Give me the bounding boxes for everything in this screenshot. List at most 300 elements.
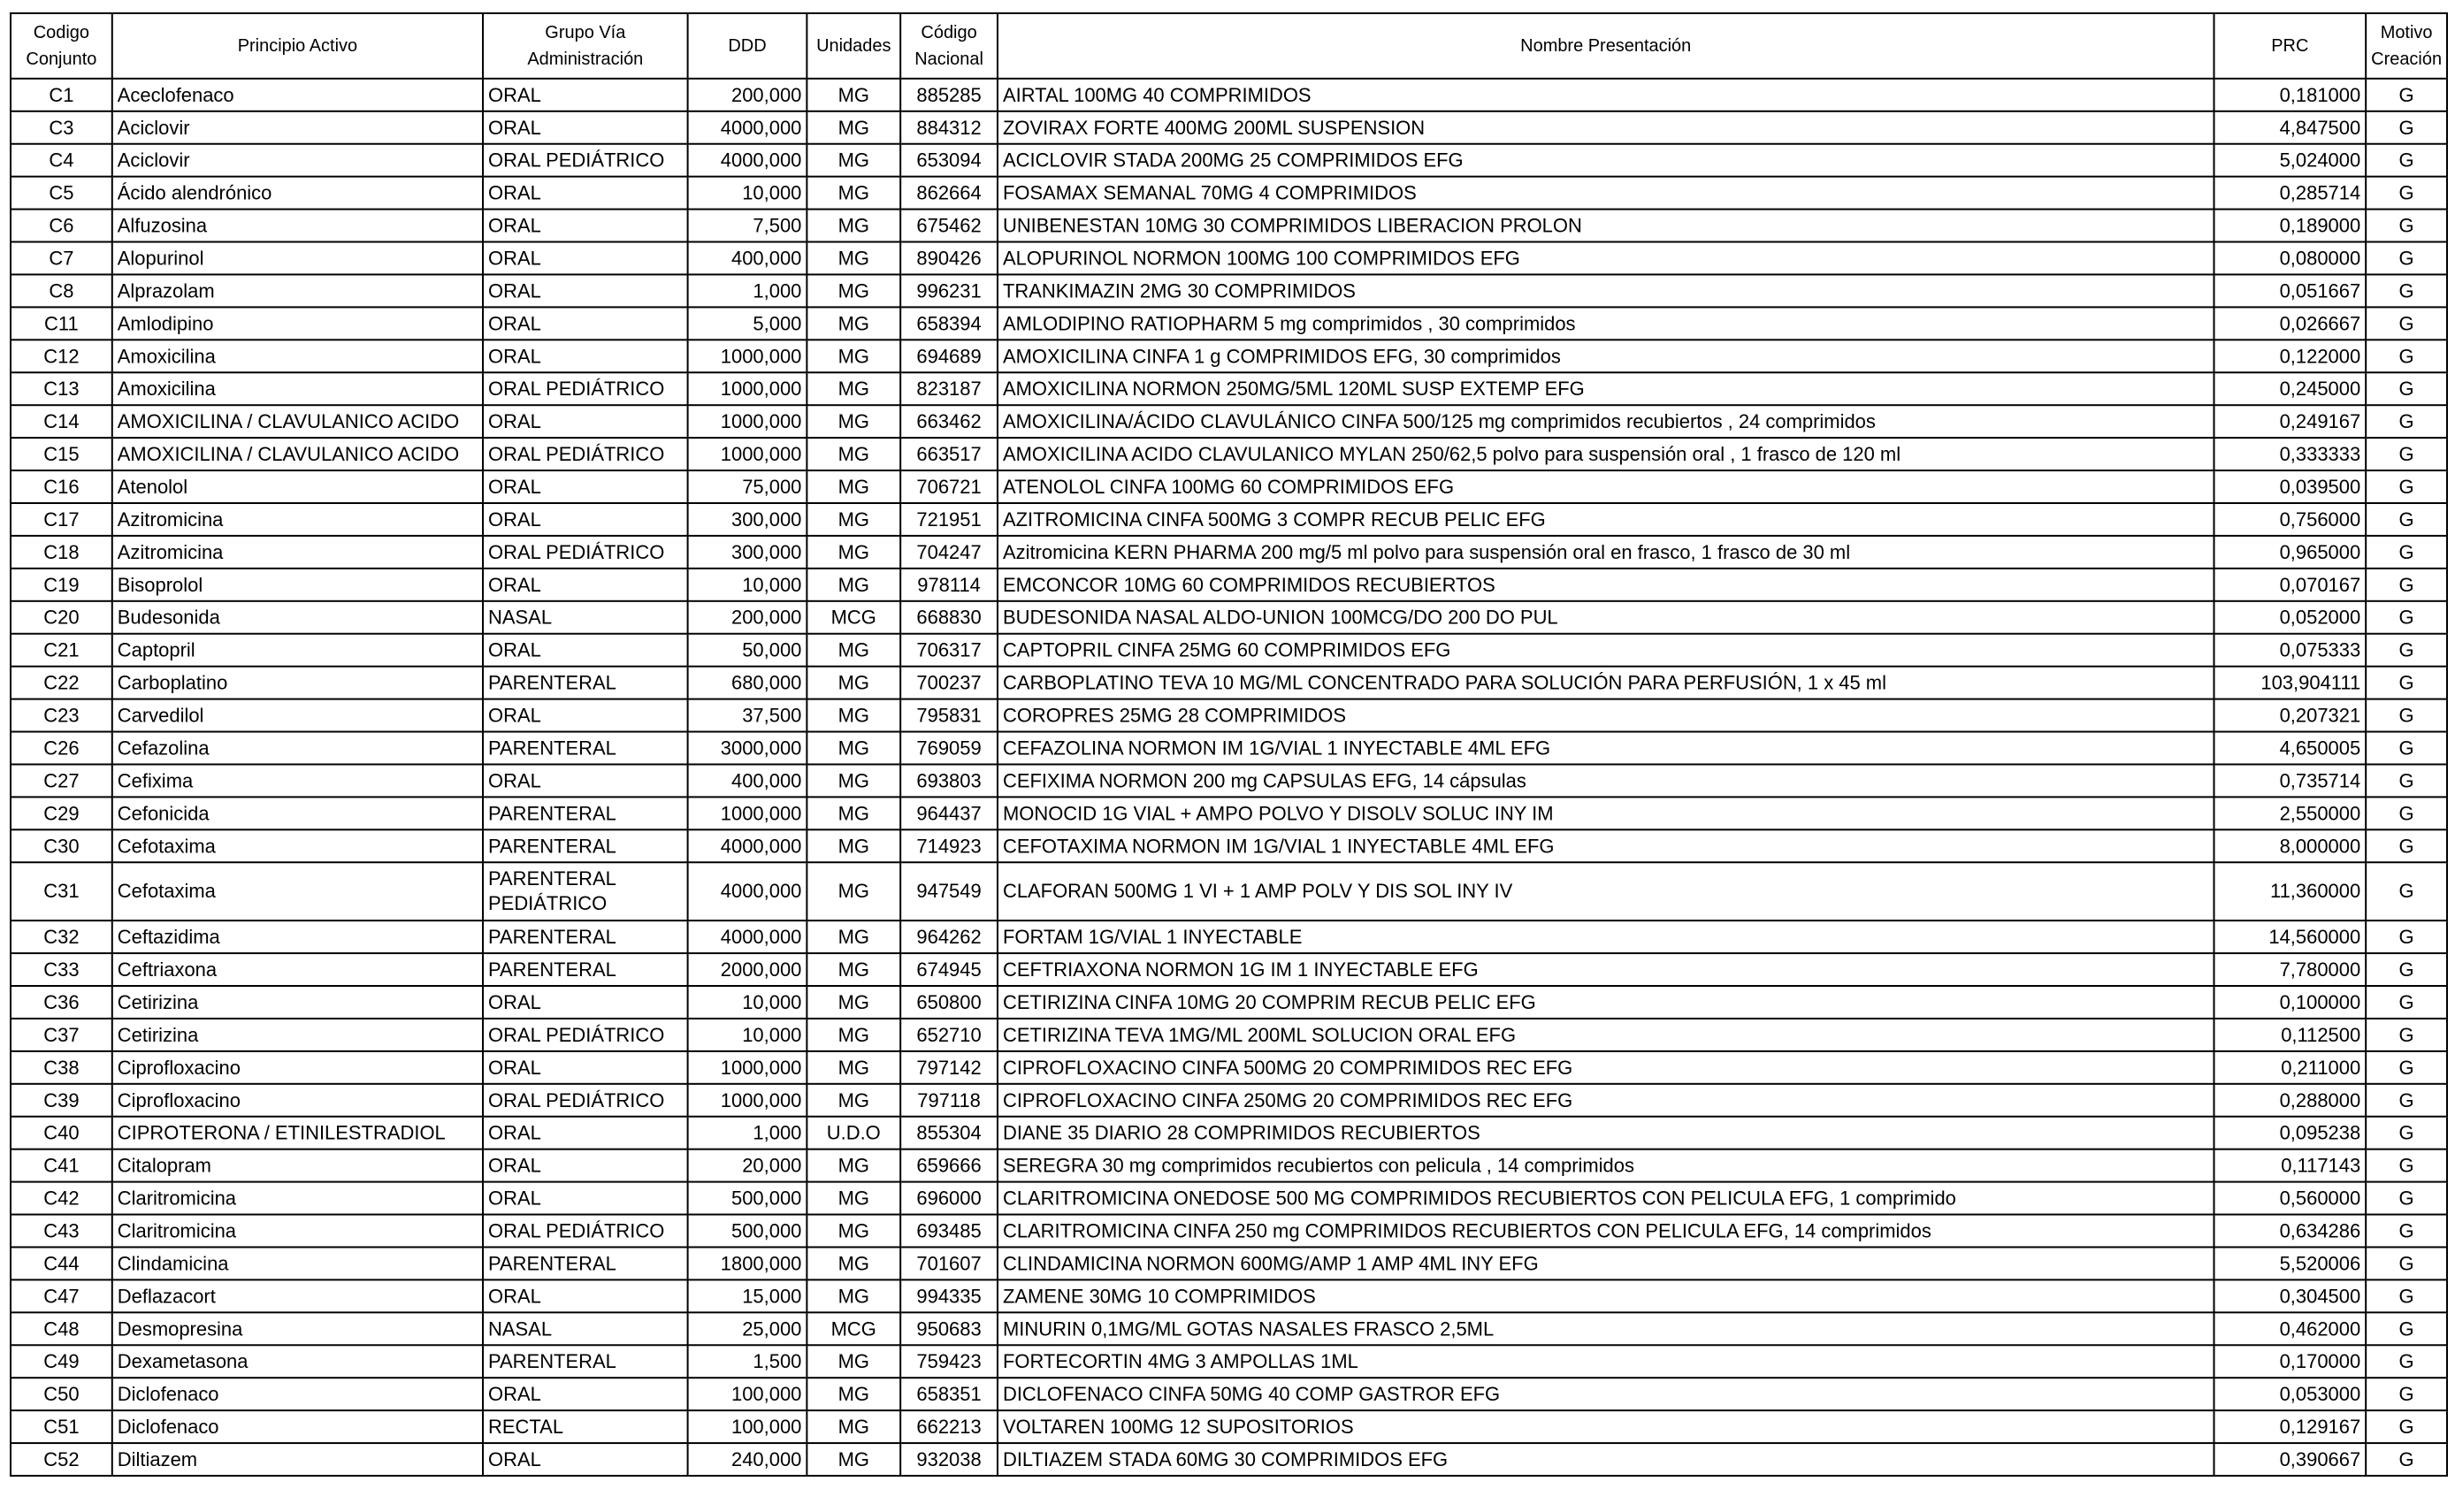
cell-codigo-nacional: 769059 xyxy=(900,732,998,765)
cell-codigo-conjunto: C30 xyxy=(11,829,112,862)
table-row xyxy=(11,1182,2447,1215)
cell-principio-activo: Claritromicina xyxy=(112,1215,483,1248)
table-row xyxy=(11,307,2447,340)
cell-principio-activo: Amlodipino xyxy=(112,307,483,340)
cell-motivo-creacion: G xyxy=(2366,569,2447,601)
cell-principio-activo: Cetirizina xyxy=(112,1019,483,1051)
cell-nombre-presentacion: TRANKIMAZIN 2MG 30 COMPRIMIDOS xyxy=(998,274,2214,307)
table-row xyxy=(11,1215,2447,1248)
header-principio-activo: Principio Activo xyxy=(112,13,483,79)
cell-principio-activo: Budesonida xyxy=(112,601,483,634)
table-row xyxy=(11,569,2447,601)
header-grupo-via: Grupo Vía Administración xyxy=(483,13,688,79)
cell-codigo-nacional: 932038 xyxy=(900,1443,998,1476)
cell-motivo-creacion: G xyxy=(2366,1378,2447,1410)
cell-codigo-nacional: 704247 xyxy=(900,536,998,569)
cell-prc: 5,024000 xyxy=(2214,144,2366,177)
cell-grupo-via: ORAL PEDIÁTRICO xyxy=(483,372,688,405)
cell-codigo-nacional: 823187 xyxy=(900,372,998,405)
cell-codigo-nacional: 650800 xyxy=(900,986,998,1019)
cell-prc: 0,181000 xyxy=(2214,79,2366,111)
table-row xyxy=(11,340,2447,372)
table-row xyxy=(11,405,2447,438)
cell-ddd: 1,000 xyxy=(688,274,807,307)
cell-grupo-via: PARENTERAL xyxy=(483,667,688,699)
cell-grupo-via: ORAL xyxy=(483,1117,688,1149)
cell-codigo-nacional: 663462 xyxy=(900,405,998,438)
cell-ddd: 300,000 xyxy=(688,503,807,536)
cell-principio-activo: Carvedilol xyxy=(112,699,483,732)
cell-principio-activo: Desmopresina xyxy=(112,1312,483,1345)
cell-ddd: 1,000 xyxy=(688,1117,807,1149)
cell-ddd: 37,500 xyxy=(688,699,807,732)
cell-principio-activo: Alfuzosina xyxy=(112,210,483,242)
cell-principio-activo: Clindamicina xyxy=(112,1247,483,1279)
cell-motivo-creacion: G xyxy=(2366,1443,2447,1476)
header-prc: PRC xyxy=(2214,13,2366,79)
cell-codigo-conjunto: C20 xyxy=(11,601,112,634)
cell-nombre-presentacion: CLARITROMICINA ONEDOSE 500 MG COMPRIMIDOS RECUBIERTOS CON PELICULA EFG, 1 comprimido xyxy=(998,1182,2214,1215)
cell-principio-activo: Azitromicina xyxy=(112,503,483,536)
cell-principio-activo: Amoxicilina xyxy=(112,340,483,372)
cell-nombre-presentacion: CARBOPLATINO TEVA 10 MG/ML CONCENTRADO PARA SOLUCIÓN PARA PERFUSIÓN, 1 x 45 ml xyxy=(998,667,2214,699)
cell-codigo-nacional: 706721 xyxy=(900,470,998,503)
cell-principio-activo: Ácido alendrónico xyxy=(112,177,483,210)
cell-codigo-conjunto: C36 xyxy=(11,986,112,1019)
cell-codigo-nacional: 694689 xyxy=(900,340,998,372)
cell-nombre-presentacion: COROPRES 25MG 28 COMPRIMIDOS xyxy=(998,699,2214,732)
cell-codigo-conjunto: C16 xyxy=(11,470,112,503)
cell-codigo-conjunto: C49 xyxy=(11,1345,112,1378)
cell-unidades: MG xyxy=(807,372,900,405)
cell-prc: 0,070167 xyxy=(2214,569,2366,601)
cell-codigo-conjunto: C7 xyxy=(11,242,112,275)
cell-motivo-creacion: G xyxy=(2366,111,2447,144)
cell-nombre-presentacion: CEFAZOLINA NORMON IM 1G/VIAL 1 INYECTABLE 4ML EFG xyxy=(998,732,2214,765)
cell-motivo-creacion: G xyxy=(2366,1215,2447,1248)
cell-codigo-conjunto: C19 xyxy=(11,569,112,601)
table-row xyxy=(11,470,2447,503)
cell-codigo-conjunto: C44 xyxy=(11,1247,112,1279)
table-row xyxy=(11,536,2447,569)
cell-motivo-creacion: G xyxy=(2366,920,2447,953)
cell-prc: 0,095238 xyxy=(2214,1117,2366,1149)
cell-ddd: 240,000 xyxy=(688,1443,807,1476)
cell-nombre-presentacion: AMOXICILINA ACIDO CLAVULANICO MYLAN 250/62,5 polvo para suspensión oral , 1 frasco de 120 ml xyxy=(998,438,2214,470)
cell-codigo-conjunto: C31 xyxy=(11,862,112,920)
header-row xyxy=(11,13,2447,79)
cell-principio-activo: Citalopram xyxy=(112,1149,483,1182)
cell-grupo-via: ORAL xyxy=(483,177,688,210)
cell-motivo-creacion: G xyxy=(2366,1182,2447,1215)
cell-prc: 0,756000 xyxy=(2214,503,2366,536)
table-row xyxy=(11,1051,2447,1084)
table-row xyxy=(11,1084,2447,1117)
cell-unidades: MG xyxy=(807,1051,900,1084)
cell-unidades: MG xyxy=(807,986,900,1019)
cell-nombre-presentacion: CLAFORAN 500MG 1 VI + 1 AMP POLV Y DIS SOL INY IV xyxy=(998,862,2214,920)
cell-principio-activo: Cefazolina xyxy=(112,732,483,765)
header-nombre-presentacion: Nombre Presentación xyxy=(998,13,2214,79)
cell-codigo-conjunto: C52 xyxy=(11,1443,112,1476)
cell-prc: 0,053000 xyxy=(2214,1378,2366,1410)
cell-prc: 0,170000 xyxy=(2214,1345,2366,1378)
cell-codigo-conjunto: C50 xyxy=(11,1378,112,1410)
cell-prc: 0,249167 xyxy=(2214,405,2366,438)
cell-grupo-via: ORAL xyxy=(483,111,688,144)
cell-prc: 0,245000 xyxy=(2214,372,2366,405)
cell-principio-activo: Cetirizina xyxy=(112,986,483,1019)
cell-nombre-presentacion: CEFIXIMA NORMON 200 mg CAPSULAS EFG, 14 cápsulas xyxy=(998,764,2214,797)
cell-codigo-nacional: 759423 xyxy=(900,1345,998,1378)
cell-ddd: 1000,000 xyxy=(688,797,807,829)
table-row xyxy=(11,438,2447,470)
cell-codigo-conjunto: C42 xyxy=(11,1182,112,1215)
cell-grupo-via: PARENTERAL PEDIÁTRICO xyxy=(483,862,688,920)
cell-nombre-presentacion: AMOXICILINA NORMON 250MG/5ML 120ML SUSP EXTEMP EFG xyxy=(998,372,2214,405)
table-row xyxy=(11,503,2447,536)
cell-ddd: 10,000 xyxy=(688,177,807,210)
table-row xyxy=(11,1312,2447,1345)
cell-motivo-creacion: G xyxy=(2366,372,2447,405)
cell-ddd: 10,000 xyxy=(688,986,807,1019)
cell-prc: 0,735714 xyxy=(2214,764,2366,797)
cell-grupo-via: ORAL xyxy=(483,1182,688,1215)
cell-ddd: 2000,000 xyxy=(688,953,807,986)
cell-codigo-nacional: 714923 xyxy=(900,829,998,862)
cell-motivo-creacion: G xyxy=(2366,503,2447,536)
cell-prc: 103,904111 xyxy=(2214,667,2366,699)
table-row xyxy=(11,920,2447,953)
cell-codigo-conjunto: C51 xyxy=(11,1410,112,1443)
cell-codigo-conjunto: C29 xyxy=(11,797,112,829)
cell-grupo-via: ORAL xyxy=(483,1279,688,1312)
table-row xyxy=(11,1117,2447,1149)
cell-unidades: MG xyxy=(807,111,900,144)
cell-codigo-nacional: 663517 xyxy=(900,438,998,470)
cell-codigo-nacional: 674945 xyxy=(900,953,998,986)
cell-motivo-creacion: G xyxy=(2366,764,2447,797)
cell-codigo-nacional: 964262 xyxy=(900,920,998,953)
cell-grupo-via: PARENTERAL xyxy=(483,1345,688,1378)
cell-motivo-creacion: G xyxy=(2366,1410,2447,1443)
cell-unidades: MG xyxy=(807,177,900,210)
cell-grupo-via: ORAL xyxy=(483,340,688,372)
header-unidades: Unidades xyxy=(807,13,900,79)
cell-motivo-creacion: G xyxy=(2366,1312,2447,1345)
cell-codigo-conjunto: C13 xyxy=(11,372,112,405)
cell-motivo-creacion: G xyxy=(2366,144,2447,177)
cell-ddd: 10,000 xyxy=(688,1019,807,1051)
cell-codigo-nacional: 652710 xyxy=(900,1019,998,1051)
table-row xyxy=(11,732,2447,765)
cell-prc: 0,052000 xyxy=(2214,601,2366,634)
cell-motivo-creacion: G xyxy=(2366,1019,2447,1051)
cell-ddd: 7,500 xyxy=(688,210,807,242)
cell-prc: 0,129167 xyxy=(2214,1410,2366,1443)
cell-grupo-via: ORAL xyxy=(483,242,688,275)
cell-motivo-creacion: G xyxy=(2366,1279,2447,1312)
cell-grupo-via: PARENTERAL xyxy=(483,732,688,765)
cell-codigo-nacional: 658351 xyxy=(900,1378,998,1410)
cell-principio-activo: Cefotaxima xyxy=(112,862,483,920)
cell-prc: 8,000000 xyxy=(2214,829,2366,862)
cell-codigo-conjunto: C12 xyxy=(11,340,112,372)
cell-ddd: 500,000 xyxy=(688,1182,807,1215)
cell-codigo-nacional: 668830 xyxy=(900,601,998,634)
cell-unidades: MG xyxy=(807,1378,900,1410)
cell-prc: 0,560000 xyxy=(2214,1182,2366,1215)
cell-codigo-conjunto: C40 xyxy=(11,1117,112,1149)
table-row xyxy=(11,177,2447,210)
table-row xyxy=(11,111,2447,144)
cell-codigo-conjunto: C6 xyxy=(11,210,112,242)
header-motivo-creacion: Motivo Creación xyxy=(2366,13,2447,79)
cell-codigo-conjunto: C48 xyxy=(11,1312,112,1345)
cell-unidades: MG xyxy=(807,1215,900,1248)
cell-codigo-nacional: 950683 xyxy=(900,1312,998,1345)
cell-unidades: MG xyxy=(807,829,900,862)
cell-unidades: MG xyxy=(807,764,900,797)
cell-nombre-presentacion: UNIBENESTAN 10MG 30 COMPRIMIDOS LIBERACION PROLON xyxy=(998,210,2214,242)
cell-codigo-nacional: 947549 xyxy=(900,862,998,920)
cell-motivo-creacion: G xyxy=(2366,307,2447,340)
cell-principio-activo: Cefotaxima xyxy=(112,829,483,862)
cell-principio-activo: Diclofenaco xyxy=(112,1410,483,1443)
cell-motivo-creacion: G xyxy=(2366,405,2447,438)
cell-prc: 0,333333 xyxy=(2214,438,2366,470)
cell-ddd: 400,000 xyxy=(688,242,807,275)
cell-ddd: 1000,000 xyxy=(688,1051,807,1084)
cell-motivo-creacion: G xyxy=(2366,986,2447,1019)
cell-nombre-presentacion: CAPTOPRIL CINFA 25MG 60 COMPRIMIDOS EFG xyxy=(998,634,2214,667)
cell-codigo-nacional: 700237 xyxy=(900,667,998,699)
cell-codigo-nacional: 693803 xyxy=(900,764,998,797)
cell-motivo-creacion: G xyxy=(2366,634,2447,667)
cell-codigo-conjunto: C3 xyxy=(11,111,112,144)
cell-ddd: 1000,000 xyxy=(688,1084,807,1117)
cell-nombre-presentacion: ALOPURINOL NORMON 100MG 100 COMPRIMIDOS EFG xyxy=(998,242,2214,275)
table-row xyxy=(11,242,2447,275)
table-row xyxy=(11,1247,2447,1279)
cell-prc: 7,780000 xyxy=(2214,953,2366,986)
cell-nombre-presentacion: AIRTAL 100MG 40 COMPRIMIDOS xyxy=(998,79,2214,111)
cell-principio-activo: Alprazolam xyxy=(112,274,483,307)
cell-codigo-nacional: 890426 xyxy=(900,242,998,275)
cell-unidades: MG xyxy=(807,242,900,275)
cell-nombre-presentacion: CIPROFLOXACINO CINFA 500MG 20 COMPRIMIDOS REC EFG xyxy=(998,1051,2214,1084)
cell-unidades: MG xyxy=(807,340,900,372)
cell-principio-activo: Cefonicida xyxy=(112,797,483,829)
cell-nombre-presentacion: FORTECORTIN 4MG 3 AMPOLLAS 1ML xyxy=(998,1345,2214,1378)
cell-prc: 0,304500 xyxy=(2214,1279,2366,1312)
cell-grupo-via: ORAL xyxy=(483,634,688,667)
cell-ddd: 100,000 xyxy=(688,1410,807,1443)
table-row xyxy=(11,1149,2447,1182)
cell-principio-activo: AMOXICILINA / CLAVULANICO ACIDO xyxy=(112,405,483,438)
cell-principio-activo: Aciclovir xyxy=(112,144,483,177)
cell-grupo-via: ORAL xyxy=(483,699,688,732)
cell-codigo-conjunto: C11 xyxy=(11,307,112,340)
cell-motivo-creacion: G xyxy=(2366,667,2447,699)
table-row xyxy=(11,986,2447,1019)
cell-codigo-nacional: 795831 xyxy=(900,699,998,732)
cell-unidades: MG xyxy=(807,470,900,503)
cell-ddd: 1000,000 xyxy=(688,340,807,372)
cell-ddd: 4000,000 xyxy=(688,862,807,920)
cell-nombre-presentacion: DICLOFENACO CINFA 50MG 40 COMP GASTROR EFG xyxy=(998,1378,2214,1410)
cell-ddd: 20,000 xyxy=(688,1149,807,1182)
cell-principio-activo: Diclofenaco xyxy=(112,1378,483,1410)
cell-nombre-presentacion: ZOVIRAX FORTE 400MG 200ML SUSPENSION xyxy=(998,111,2214,144)
cell-ddd: 75,000 xyxy=(688,470,807,503)
cell-nombre-presentacion: Azitromicina KERN PHARMA 200 mg/5 ml polvo para suspensión oral en frasco, 1 frasco de 30 ml xyxy=(998,536,2214,569)
cell-nombre-presentacion: VOLTAREN 100MG 12 SUPOSITORIOS xyxy=(998,1410,2214,1443)
cell-codigo-nacional: 797118 xyxy=(900,1084,998,1117)
cell-codigo-conjunto: C23 xyxy=(11,699,112,732)
cell-unidades: MG xyxy=(807,1443,900,1476)
cell-grupo-via: ORAL xyxy=(483,79,688,111)
table-row xyxy=(11,372,2447,405)
cell-prc: 4,650005 xyxy=(2214,732,2366,765)
cell-motivo-creacion: G xyxy=(2366,699,2447,732)
cell-ddd: 5,000 xyxy=(688,307,807,340)
cell-principio-activo: Azitromicina xyxy=(112,536,483,569)
cell-principio-activo: Cefixima xyxy=(112,764,483,797)
cell-motivo-creacion: G xyxy=(2366,1084,2447,1117)
cell-principio-activo: Dexametasona xyxy=(112,1345,483,1378)
cell-unidades: MG xyxy=(807,1279,900,1312)
cell-nombre-presentacion: EMCONCOR 10MG 60 COMPRIMIDOS RECUBIERTOS xyxy=(998,569,2214,601)
cell-grupo-via: ORAL PEDIÁTRICO xyxy=(483,536,688,569)
cell-codigo-conjunto: C21 xyxy=(11,634,112,667)
cell-unidades: MCG xyxy=(807,601,900,634)
cell-nombre-presentacion: FORTAM 1G/VIAL 1 INYECTABLE xyxy=(998,920,2214,953)
cell-motivo-creacion: G xyxy=(2366,829,2447,862)
cell-grupo-via: ORAL xyxy=(483,1443,688,1476)
cell-unidades: MG xyxy=(807,920,900,953)
cell-unidades: MG xyxy=(807,79,900,111)
cell-unidades: MG xyxy=(807,667,900,699)
cell-ddd: 1800,000 xyxy=(688,1247,807,1279)
cell-principio-activo: AMOXICILINA / CLAVULANICO ACIDO xyxy=(112,438,483,470)
cell-ddd: 200,000 xyxy=(688,79,807,111)
cell-ddd: 400,000 xyxy=(688,764,807,797)
cell-grupo-via: ORAL xyxy=(483,764,688,797)
cell-prc: 0,211000 xyxy=(2214,1051,2366,1084)
cell-motivo-creacion: G xyxy=(2366,1345,2447,1378)
cell-prc: 0,189000 xyxy=(2214,210,2366,242)
cell-prc: 2,550000 xyxy=(2214,797,2366,829)
cell-codigo-nacional: 996231 xyxy=(900,274,998,307)
cell-ddd: 25,000 xyxy=(688,1312,807,1345)
cell-unidades: MG xyxy=(807,405,900,438)
cell-grupo-via: ORAL xyxy=(483,1149,688,1182)
cell-ddd: 3000,000 xyxy=(688,732,807,765)
table-row xyxy=(11,764,2447,797)
cell-principio-activo: Aciclovir xyxy=(112,111,483,144)
cell-codigo-conjunto: C43 xyxy=(11,1215,112,1248)
cell-motivo-creacion: G xyxy=(2366,274,2447,307)
cell-prc: 0,117143 xyxy=(2214,1149,2366,1182)
cell-prc: 0,288000 xyxy=(2214,1084,2366,1117)
cell-prc: 0,122000 xyxy=(2214,340,2366,372)
cell-motivo-creacion: G xyxy=(2366,79,2447,111)
table-row xyxy=(11,667,2447,699)
cell-ddd: 10,000 xyxy=(688,569,807,601)
cell-codigo-conjunto: C47 xyxy=(11,1279,112,1312)
cell-ddd: 1000,000 xyxy=(688,372,807,405)
cell-nombre-presentacion: CEFTRIAXONA NORMON 1G IM 1 INYECTABLE EFG xyxy=(998,953,2214,986)
cell-ddd: 50,000 xyxy=(688,634,807,667)
cell-codigo-nacional: 701607 xyxy=(900,1247,998,1279)
cell-codigo-conjunto: C18 xyxy=(11,536,112,569)
cell-motivo-creacion: G xyxy=(2366,536,2447,569)
cell-ddd: 1000,000 xyxy=(688,438,807,470)
cell-codigo-nacional: 862664 xyxy=(900,177,998,210)
cell-principio-activo: Alopurinol xyxy=(112,242,483,275)
cell-nombre-presentacion: CETIRIZINA TEVA 1MG/ML 200ML SOLUCION ORAL EFG xyxy=(998,1019,2214,1051)
cell-nombre-presentacion: MONOCID 1G VIAL + AMPO POLVO Y DISOLV SOLUC INY IM xyxy=(998,797,2214,829)
cell-unidades: MG xyxy=(807,503,900,536)
cell-motivo-creacion: G xyxy=(2366,177,2447,210)
cell-motivo-creacion: G xyxy=(2366,732,2447,765)
cell-nombre-presentacion: CLARITROMICINA CINFA 250 mg COMPRIMIDOS RECUBIERTOS CON PELICULA EFG, 14 comprimidos xyxy=(998,1215,2214,1248)
cell-codigo-nacional: 696000 xyxy=(900,1182,998,1215)
cell-prc: 0,051667 xyxy=(2214,274,2366,307)
cell-codigo-nacional: 675462 xyxy=(900,210,998,242)
cell-prc: 0,462000 xyxy=(2214,1312,2366,1345)
cell-codigo-conjunto: C15 xyxy=(11,438,112,470)
cell-ddd: 15,000 xyxy=(688,1279,807,1312)
cell-nombre-presentacion: ZAMENE 30MG 10 COMPRIMIDOS xyxy=(998,1279,2214,1312)
cell-grupo-via: ORAL xyxy=(483,405,688,438)
cell-nombre-presentacion: AMOXICILINA CINFA 1 g COMPRIMIDOS EFG, 30 comprimidos xyxy=(998,340,2214,372)
cell-grupo-via: NASAL xyxy=(483,1312,688,1345)
cell-ddd: 300,000 xyxy=(688,536,807,569)
cell-prc: 11,360000 xyxy=(2214,862,2366,920)
cell-ddd: 4000,000 xyxy=(688,144,807,177)
cell-principio-activo: Diltiazem xyxy=(112,1443,483,1476)
table-row xyxy=(11,1345,2447,1378)
cell-grupo-via: ORAL xyxy=(483,1378,688,1410)
cell-grupo-via: ORAL PEDIÁTRICO xyxy=(483,1215,688,1248)
cell-unidades: MG xyxy=(807,797,900,829)
cell-unidades: MG xyxy=(807,1345,900,1378)
cell-codigo-nacional: 693485 xyxy=(900,1215,998,1248)
cell-codigo-conjunto: C8 xyxy=(11,274,112,307)
cell-unidades: MG xyxy=(807,1019,900,1051)
cell-grupo-via: ORAL xyxy=(483,569,688,601)
cell-principio-activo: Aceclofenaco xyxy=(112,79,483,111)
cell-ddd: 100,000 xyxy=(688,1378,807,1410)
cell-grupo-via: ORAL xyxy=(483,210,688,242)
cell-codigo-conjunto: C1 xyxy=(11,79,112,111)
cell-codigo-nacional: 706317 xyxy=(900,634,998,667)
cell-motivo-creacion: G xyxy=(2366,210,2447,242)
cell-codigo-nacional: 885285 xyxy=(900,79,998,111)
cell-principio-activo: Ciprofloxacino xyxy=(112,1084,483,1117)
cell-prc: 0,075333 xyxy=(2214,634,2366,667)
cell-codigo-conjunto: C39 xyxy=(11,1084,112,1117)
cell-unidades: MG xyxy=(807,438,900,470)
cell-grupo-via: ORAL xyxy=(483,470,688,503)
cell-nombre-presentacion: AMLODIPINO RATIOPHARM 5 mg comprimidos , 30 comprimidos xyxy=(998,307,2214,340)
cell-grupo-via: ORAL xyxy=(483,1051,688,1084)
cell-codigo-conjunto: C5 xyxy=(11,177,112,210)
cell-nombre-presentacion: AMOXICILINA/ÁCIDO CLAVULÁNICO CINFA 500/125 mg comprimidos recubiertos , 24 comprimidos xyxy=(998,405,2214,438)
cell-principio-activo: Ciprofloxacino xyxy=(112,1051,483,1084)
